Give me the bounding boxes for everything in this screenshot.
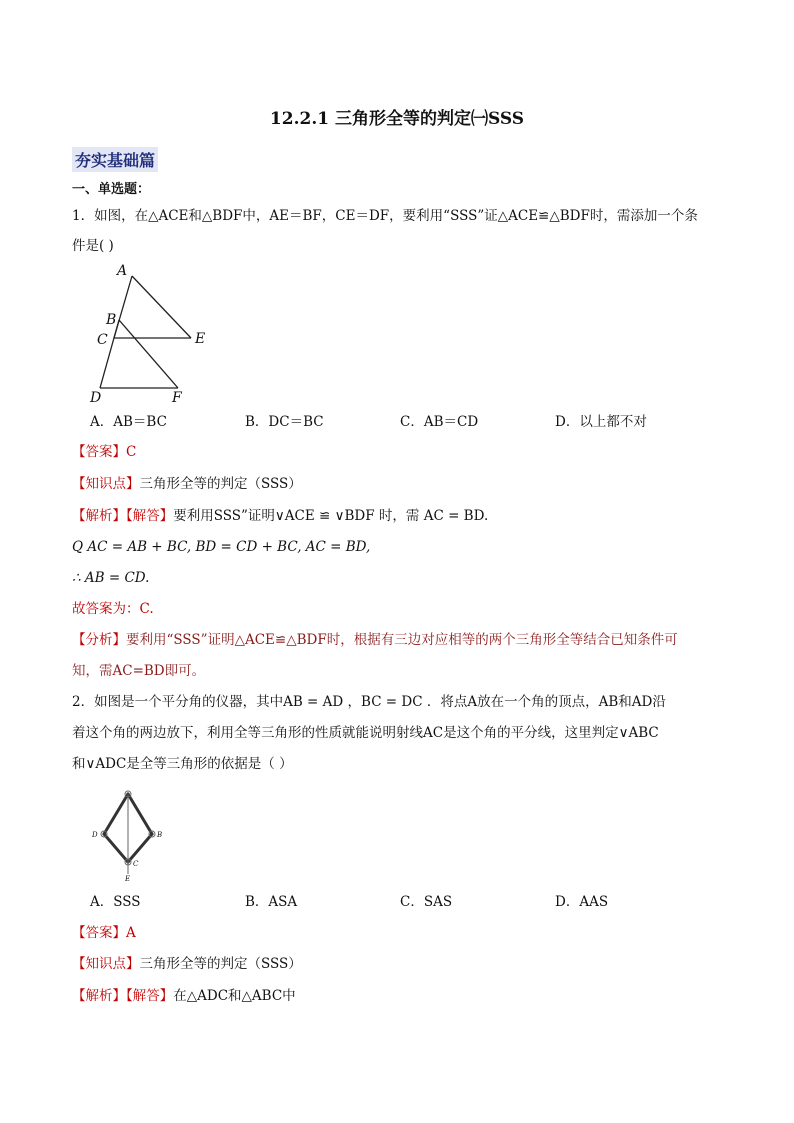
rod-AD [104,794,128,834]
q1-analysis-line2: Q AC = AB + BC, BD = CD + BC, AC = BD, [72,539,371,555]
label-F: F [172,390,182,406]
q1-stem-line2: 件是( ) [72,238,114,254]
rod-BC [128,834,152,862]
explanation-label: 【分析】 [72,632,126,648]
q2-knowledge-point [72,954,302,974]
q2-answer [72,923,136,943]
q1-option-b: B．DC＝BC [245,414,324,430]
q1-analysis-line4: 故答案为：C. [72,601,154,617]
q2-stem-line3: 和∨ADC是全等三角形的依据是（ ） [72,756,293,772]
q2-stem-line2: 着这个角的两边放下，利用全等三角形的性质就能说明射线AC是这个角的平分线，这里判定∨ABC [72,725,659,741]
segment-BF [119,320,178,388]
answer-label: 【答案】 [72,925,126,941]
q1-option-d: D．以上都不对 [555,414,647,430]
q2-option-a: A．SSS [90,894,141,910]
kp-label: 【知识点】 [72,956,140,972]
label-C: C [97,332,108,348]
analysis-label: 【解析】【解答】 [72,988,174,1004]
q1-explanation-line2: 知，需AC=BD即可。 [72,663,206,679]
q2-option-b: B．ASA [245,894,298,910]
label-A: A [117,263,128,279]
q2-option-c: C．SAS [400,894,453,910]
segment-BD [100,320,119,388]
section-heading: 夯实基础篇 [72,147,158,172]
q2-option-d: D．AAS [555,894,609,910]
answer-label: 【答案】 [72,444,126,460]
q2-angle-bisector-figure [86,784,166,882]
answer-value: C [126,444,137,460]
explanation-text: 要利用“SSS”证明△ACE≌△BDF时，根据有三边对应相等的两个三角形全等结合已知条件可 [126,632,678,648]
label-D: D [90,390,102,406]
label-B: B [106,312,117,328]
label-B: B [157,831,163,839]
segment-AE [132,276,191,338]
rod-DC [104,834,128,862]
label-D: D [92,831,98,839]
analysis-text: 在△ADC和△ABC中 [173,988,296,1004]
q1-stem-line1: 1．如图，在△ACE和△BDF中，AE＝BF，CE＝DF，要利用“SSS”证△ACE≌△BDF时，需添加一个条 [72,208,698,224]
analysis-text: 要利用SSS”证明∨ACE ≌ ∨BDF 时，需 AC = BD. [173,508,489,524]
q1-knowledge-point [72,474,302,494]
q1-answer [72,442,136,462]
q1-analysis-line1 [72,506,488,526]
answer-value: A [126,925,136,941]
q1-explanation-line1 [72,630,678,650]
q1-triangle-figure [86,262,216,407]
kp-text: 三角形全等的判定（SSS） [139,956,302,972]
q2-analysis-line1 [72,986,296,1006]
analysis-label: 【解析】【解答】 [72,508,174,524]
question-type-heading: 一、单选题： [72,182,151,197]
q1-option-a: A．AB＝BC [90,414,167,430]
kp-label: 【知识点】 [72,476,140,492]
q1-analysis-line3: ∴ AB = CD. [72,570,150,586]
label-E: E [125,875,131,882]
q2-stem-line1: 2．如图是一个平分角的仪器，其中AB = AD ，BC = DC ．将点A放在一个角的顶点，AB和AD沿 [72,694,666,710]
page-title: 12.2.1 三角形全等的判定㈠SSS [269,109,525,129]
rod-AB [128,794,152,834]
label-E: E [195,331,206,347]
label-C: C [133,860,139,868]
q1-option-c: C．AB＝CD [400,414,479,430]
kp-text: 三角形全等的判定（SSS） [139,476,302,492]
